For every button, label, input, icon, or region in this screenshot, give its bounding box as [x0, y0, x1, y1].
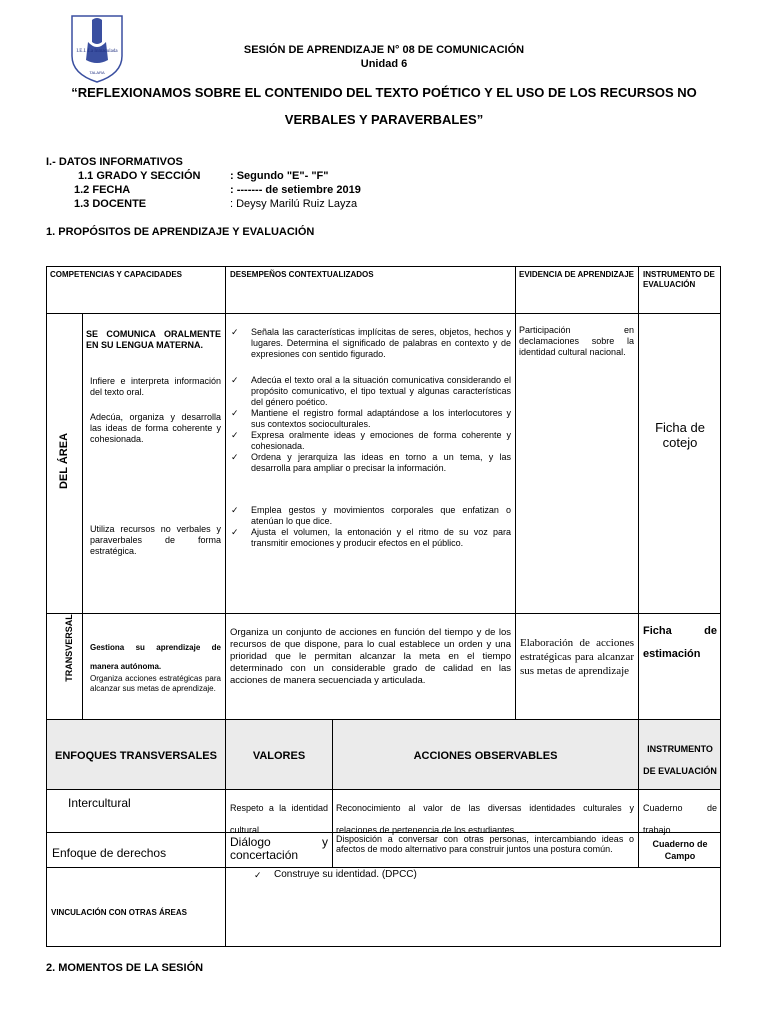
docente-label: 1.3 DOCENTE — [74, 198, 147, 210]
desempenos-list-3 — [229, 505, 511, 549]
instrumento-intercultural: Cuaderno de trabajo — [643, 803, 717, 835]
transversal-label: TRANSVERSAL — [64, 614, 74, 682]
accion-intercultural: Reconocimiento al valor de las diversas identidades culturales y relaciones de pertenencia de los estudiantes. — [336, 803, 634, 835]
instrumento-derechos: Cuaderno de Campo — [652, 839, 708, 861]
main-title-line1: “REFLEXIONAMOS SOBRE EL CONTENIDO DEL TEXTO POÉTICO Y EL USO DE LOS RECURSOS NO — [71, 85, 697, 100]
section2-heading: 2. MOMENTOS DE LA SESIÓN — [46, 962, 204, 974]
instrumento-transversal: Ficha de estimación — [643, 625, 717, 660]
desempeno-item: ✓ Señala las características implícitas de seres, objetos, hechos y lugares. Determina el significado de palabras en contexto y de expresiones con sentido figurado. — [229, 327, 511, 360]
instrumento-area: Ficha de cotejo — [655, 420, 705, 450]
docente-value: : Deysy Marilú Ruiz Layza — [230, 198, 358, 210]
grado-label: 1.1 GRADO Y SECCIÓN — [78, 170, 201, 182]
th-instrumento-2: INSTRUMENTO DE EVALUACIÓN — [643, 744, 717, 776]
th-enfoques: ENFOQUES TRANSVERSALES — [55, 750, 217, 762]
th-desempenos: DESEMPEÑOS CONTEXTUALIZADOS — [230, 270, 374, 279]
desempeno-item: ✓ Emplea gestos y movimientos corporales que enfatizan o atenúan lo que dice. — [229, 505, 511, 527]
desempeno-item: ✓ Expresa oralmente ideas y emociones de forma coherente y cohesionada. — [229, 430, 511, 452]
accion-derechos: Disposición a conversar con otras personas, intercambiando ideas o afectos de modo alternativo para construir juntos una postura común. — [336, 834, 634, 854]
main-title-line2: VERBALES Y PARAVERBALES” — [284, 112, 484, 127]
fecha-value: : ------- de setiembre 2019 — [230, 184, 361, 196]
th-evidencia: EVIDENCIA DE APRENDIZAJE — [519, 270, 634, 279]
competencia-transversal: Gestiona su aprendizaje de manera autónoma. — [90, 643, 221, 671]
desempeno-item: ✓ Adecúa el texto oral a la situación comunicativa considerando el propósito comunicativo, el tipo textual y algunas características del género poético. — [229, 375, 511, 408]
enfoque-derechos: Enfoque de derechos — [52, 846, 167, 860]
competencia-area: SE COMUNICA ORALMENTE EN SU LENGUA MATERNA. — [86, 329, 221, 350]
th-instrumento: INSTRUMENTO DE EVALUACIÓN — [643, 270, 715, 289]
valor-derechos: Diálogo y concertación — [230, 835, 328, 862]
valor-intercultural: Respeto a la identidad cultural — [230, 803, 328, 835]
evidencia-transversal: Elaboración de acciones estratégicas para alcanzar sus metas de aprendizaje — [520, 637, 634, 677]
area-label: DEL ÁREA — [58, 432, 70, 490]
logo-lettering: I.E.I. La Inmaculada — [76, 49, 118, 54]
desempeno-transversal: Organiza un conjunto de acciones en función del tiempo y de los recursos de que dispone, para lo cual establece un orden y una prioridad que le permitan alcanzar la meta en el tiempo determinado con un considerable grado de calidad en las acciones de manera secuenciada y articulada. — [230, 627, 511, 686]
capacidad-3: Utiliza recursos no verbales y paraverbales de forma estratégica. — [90, 524, 221, 556]
vinculacion-list — [252, 869, 652, 881]
th-acciones: ACCIONES OBSERVABLES — [413, 750, 558, 762]
desempeno-item: ✓ Ajusta el volumen, la entonación y el ritmo de su voz para transmitir emociones y producir efectos en el público. — [229, 527, 511, 549]
th-valores: VALORES — [252, 750, 306, 762]
enfoque-intercultural: Intercultural — [68, 796, 131, 810]
logo-city: TALARA — [89, 70, 105, 75]
evidencia-area: Participación en declamaciones sobre la identidad cultural nacional. — [519, 325, 634, 357]
vinculacion-item: ✓ Construye su identidad. (DPCC) — [252, 869, 652, 881]
fecha-label: 1.2 FECHA — [74, 184, 131, 196]
capacidad-transversal: Organiza acciones estratégicas para alcanzar sus metas de aprendizaje. — [90, 674, 221, 693]
desempeno-item: ✓ Mantiene el registro formal adaptándose a los interlocutores y sus contextos socioculturales. — [229, 408, 511, 430]
datos-heading: I.- DATOS INFORMATIVOS — [46, 156, 183, 168]
unit-label: Unidad 6 — [360, 58, 408, 70]
capacidad-1: Infiere e interpreta información del texto oral. — [90, 376, 221, 397]
th-competencias: COMPETENCIAS Y CAPACIDADES — [50, 270, 183, 279]
capacidad-2: Adecúa, organiza y desarrolla las ideas de forma coherente y cohesionada. — [90, 412, 221, 444]
section1-heading: 1. PROPÓSITOS DE APRENDIZAJE Y EVALUACIÓN — [46, 226, 315, 238]
desempeno-item: ✓ Ordena y jerarquiza las ideas en torno a un tema, y las desarrolla para ampliar o precisar la información. — [229, 452, 511, 474]
session-title: SESIÓN DE APRENDIZAJE N° 08 DE COMUNICACIÓN — [243, 44, 525, 56]
grado-value: : Segundo "E"- "F" — [230, 170, 329, 182]
desempenos-list-1 — [229, 327, 511, 360]
vinculacion-label: VINCULACIÓN CON OTRAS ÁREAS — [51, 908, 188, 917]
desempenos-list-2 — [229, 375, 511, 474]
